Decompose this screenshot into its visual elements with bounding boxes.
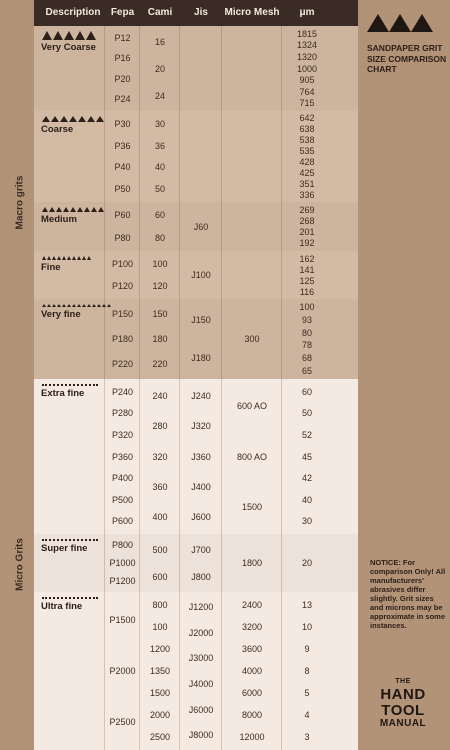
triangle-icon <box>60 116 68 122</box>
table-cell: P80 <box>114 232 131 243</box>
table-cell: 428 <box>299 156 315 167</box>
table-cell: 125 <box>299 275 315 286</box>
table-cell: P500 <box>111 494 134 505</box>
grade-name: Super fine <box>41 543 88 554</box>
table-cell: P100 <box>111 259 134 269</box>
table-cell: 12000 <box>239 732 265 742</box>
triangle-icon <box>62 256 66 260</box>
triangle-icon <box>52 304 56 307</box>
triangle-icon <box>87 116 95 122</box>
table-cell: 4 <box>304 710 310 720</box>
table-cell: P60 <box>114 210 131 221</box>
table-cell: P400 <box>111 473 134 484</box>
table-cell: J180 <box>191 353 211 363</box>
table-cell: 600 <box>152 571 168 582</box>
table-cell: 764 <box>299 86 315 97</box>
table-cell: 10 <box>301 622 312 632</box>
table-cell: 42 <box>301 473 312 484</box>
table-cell: P240 <box>111 386 134 397</box>
table-cell: 141 <box>299 264 315 275</box>
table-cell: 45 <box>301 451 312 462</box>
table-cell: 52 <box>301 429 312 440</box>
triangle-icon <box>69 116 77 122</box>
table-cell: 1000 <box>296 63 318 74</box>
table-cell: 116 <box>299 286 315 297</box>
grit-marker <box>42 384 98 386</box>
triangle-icon <box>47 256 51 260</box>
table-cell: 40 <box>154 162 165 173</box>
table-cell: J700 <box>191 544 211 555</box>
table-cell: 30 <box>154 118 165 129</box>
table-cell: P1500 <box>109 614 136 625</box>
table-cell: P320 <box>111 429 134 440</box>
table-cell: P12 <box>114 33 131 44</box>
table-cell: 638 <box>299 124 315 135</box>
column-divider <box>179 26 180 750</box>
triangle-icon <box>87 304 91 307</box>
triangle-logo-icon <box>411 14 433 32</box>
table-cell: 240 <box>152 391 168 402</box>
triangle-icon <box>77 256 81 260</box>
table-cell: 192 <box>299 238 315 249</box>
triangle-icon <box>77 207 83 212</box>
table-cell: 2400 <box>241 600 263 610</box>
table-cell: 1800 <box>241 558 263 568</box>
logo-word: MANUAL <box>379 718 427 729</box>
table-cell: P600 <box>111 516 134 527</box>
table-cell: J6000 <box>188 704 214 715</box>
grade-name: Medium <box>41 214 77 225</box>
triangle-icon <box>42 256 46 260</box>
table-cell: 400 <box>152 511 168 522</box>
triangle-icon <box>53 31 63 40</box>
table-cell: 78 <box>301 340 312 351</box>
triangle-icon <box>57 304 61 307</box>
table-cell: 425 <box>299 167 315 178</box>
table-cell: 300 <box>244 334 260 344</box>
table-cell: 3 <box>304 732 310 742</box>
table-cell: P280 <box>111 408 134 419</box>
grade-name: Ultra fine <box>41 601 83 612</box>
table-cell: 80 <box>154 232 165 243</box>
table-cell: P800 <box>111 540 134 550</box>
table-cell: J600 <box>191 511 211 522</box>
logo-word: TOOL <box>381 702 425 719</box>
table-cell: 280 <box>152 421 168 432</box>
table-cell: J400 <box>191 481 211 492</box>
table-cell: 100 <box>152 622 168 632</box>
column-header: Fepa <box>110 7 135 18</box>
table-cell: 1500 <box>149 688 171 698</box>
table-cell: 68 <box>301 353 312 363</box>
table-cell: 65 <box>301 365 312 376</box>
group-label: Micro Grits <box>14 537 26 591</box>
triangle-icon <box>42 304 46 307</box>
table-cell: 60 <box>301 386 312 397</box>
triangle-icon <box>72 256 76 260</box>
table-cell: 1324 <box>296 40 318 51</box>
table-cell: 3200 <box>241 622 263 632</box>
grit-marker <box>42 597 98 599</box>
triangle-icon <box>77 304 81 307</box>
hand-tool-manual-logo <box>372 676 434 738</box>
table-cell: P1200 <box>109 576 136 586</box>
table-cell: 20 <box>301 558 312 568</box>
table-cell: 269 <box>299 204 315 215</box>
table-cell: P2500 <box>109 717 136 728</box>
table-cell: 16 <box>154 36 165 47</box>
table-cell: P120 <box>111 281 134 291</box>
table-cell: J320 <box>191 421 211 432</box>
column-header: Jis <box>194 7 208 18</box>
column-divider <box>221 26 222 750</box>
table-cell: 60 <box>154 210 165 221</box>
table-cell: 600 AO <box>236 401 268 412</box>
table-cell: 642 <box>299 113 315 124</box>
grit-marker <box>42 539 98 541</box>
table-cell: 20 <box>154 63 165 74</box>
table-cell: 8 <box>304 666 310 676</box>
table-cell: 93 <box>301 315 312 325</box>
table-cell: 6000 <box>241 688 263 698</box>
table-cell: P1000 <box>109 558 136 568</box>
triangle-logo-icon <box>389 14 411 32</box>
table-cell: 320 <box>152 451 168 462</box>
table-cell: 30 <box>301 516 312 527</box>
table-cell: J2000 <box>188 627 214 638</box>
table-cell: 80 <box>301 327 312 338</box>
table-cell: 13 <box>301 600 312 610</box>
table-cell: 715 <box>299 98 315 109</box>
table-cell: 40 <box>301 494 312 505</box>
triangle-icon <box>92 304 96 307</box>
table-cell: 1320 <box>296 51 318 62</box>
table-cell: 150 <box>152 308 168 319</box>
triangle-icon <box>56 207 62 212</box>
table-cell: J8000 <box>188 730 214 741</box>
table-cell: P16 <box>114 53 131 64</box>
table-cell: 1200 <box>149 644 171 654</box>
column-header: μm <box>299 7 315 18</box>
table-cell: J1200 <box>188 601 214 612</box>
triangle-icon <box>102 304 106 307</box>
table-cell: 2500 <box>149 732 171 742</box>
triangle-icon <box>42 207 48 212</box>
table-cell: 100 <box>152 259 168 269</box>
table-cell: J800 <box>191 571 211 582</box>
table-cell: 4000 <box>241 666 263 676</box>
triangle-icon <box>82 256 86 260</box>
table-cell: 905 <box>299 75 315 86</box>
table-cell: P40 <box>114 162 131 173</box>
table-cell: 336 <box>299 189 315 200</box>
triangle-icon <box>47 304 51 307</box>
grade-name: Extra fine <box>41 388 85 399</box>
table-cell: 50 <box>154 184 165 195</box>
triangle-icon <box>62 304 66 307</box>
table-cell: J60 <box>193 221 209 232</box>
table-cell: 1350 <box>149 666 171 676</box>
table-cell: 120 <box>152 281 168 291</box>
table-cell: 201 <box>299 227 315 238</box>
triangle-icon <box>96 116 104 122</box>
table-cell: 100 <box>299 302 315 313</box>
triangle-icon <box>78 116 86 122</box>
table-cell: P36 <box>114 140 131 151</box>
triangle-icon <box>84 207 90 212</box>
column-header: Description <box>45 7 101 18</box>
table-cell: J240 <box>191 391 211 402</box>
table-cell: 1500 <box>241 501 263 512</box>
table-cell: 800 <box>152 600 168 610</box>
table-cell: 220 <box>152 359 168 370</box>
table-cell: 351 <box>299 178 315 189</box>
triangle-icon <box>63 207 69 212</box>
table-cell: P30 <box>114 118 131 129</box>
table-cell: 5 <box>304 688 310 698</box>
table-cell: P180 <box>111 334 134 344</box>
grit-marker <box>42 304 112 307</box>
table-cell: 50 <box>301 408 312 419</box>
table-cell: 9 <box>304 644 310 654</box>
triangle-icon <box>42 31 52 40</box>
triangle-icon <box>82 304 86 307</box>
table-cell: 1815 <box>296 28 318 39</box>
triangle-icon <box>52 256 56 260</box>
logo-word: THE <box>395 678 411 685</box>
table-cell: 360 <box>152 481 168 492</box>
grade-name: Very fine <box>41 309 81 320</box>
triangle-icon <box>97 304 101 307</box>
triangle-icon <box>42 116 50 122</box>
triangle-icon <box>75 31 85 40</box>
table-cell: P360 <box>111 451 134 462</box>
table-cell: J360 <box>191 451 211 462</box>
table-cell: J3000 <box>188 653 214 664</box>
triangle-icon <box>70 207 76 212</box>
table-cell: 538 <box>299 135 315 146</box>
table-cell: 800 AO <box>236 451 268 462</box>
table-cell: 535 <box>299 146 315 157</box>
triangle-icon <box>107 304 111 307</box>
triangle-icon <box>87 256 91 260</box>
triangle-icon <box>91 207 97 212</box>
triangle-logo-icon <box>367 14 389 32</box>
grade-name: Fine <box>41 262 61 273</box>
triangle-icon <box>57 256 61 260</box>
grade-name: Very Coarse <box>41 42 96 53</box>
notice-text: NOTICE: For comparison Only! All manufacturers' abrasives differ slightly. Grit sizes and microns may be approximate in some instances. <box>370 558 446 630</box>
table-cell: P20 <box>114 73 131 84</box>
table-cell: P50 <box>114 184 131 195</box>
table-cell: P150 <box>111 308 134 319</box>
triangle-icon <box>86 31 96 40</box>
table-cell: 3600 <box>241 644 263 654</box>
table-cell: 36 <box>154 140 165 151</box>
table-cell: 8000 <box>241 710 263 720</box>
grit-marker <box>42 256 92 260</box>
table-cell: J4000 <box>188 678 214 689</box>
grit-marker <box>42 207 105 212</box>
table-cell: J150 <box>191 315 211 325</box>
column-header: Micro Mesh <box>224 7 280 18</box>
triangle-icon <box>51 116 59 122</box>
table-cell: P2000 <box>109 666 136 676</box>
table-cell: 24 <box>154 90 165 101</box>
triangle-icon <box>72 304 76 307</box>
table-cell: 162 <box>299 253 315 264</box>
column-header: Cami <box>147 7 173 18</box>
table-cell: 2000 <box>149 710 171 720</box>
chart-title: SANDPAPER GRIT SIZE COMPARISON CHART <box>367 43 447 74</box>
logo-word: HAND <box>380 686 426 703</box>
table-cell: 500 <box>152 544 168 555</box>
table-cell: P24 <box>114 93 131 104</box>
group-label: Macro grits <box>14 175 26 229</box>
triangle-icon <box>67 256 71 260</box>
grit-marker <box>42 31 97 40</box>
triangle-icon <box>98 207 104 212</box>
grade-name: Coarse <box>41 124 74 135</box>
table-cell: P220 <box>111 359 134 370</box>
triangle-icon <box>67 304 71 307</box>
triangle-icon <box>49 207 55 212</box>
table-cell: J100 <box>191 270 211 280</box>
grit-marker <box>42 116 105 122</box>
triangle-icon <box>64 31 74 40</box>
table-cell: 268 <box>299 215 315 226</box>
table-cell: 180 <box>152 334 168 344</box>
